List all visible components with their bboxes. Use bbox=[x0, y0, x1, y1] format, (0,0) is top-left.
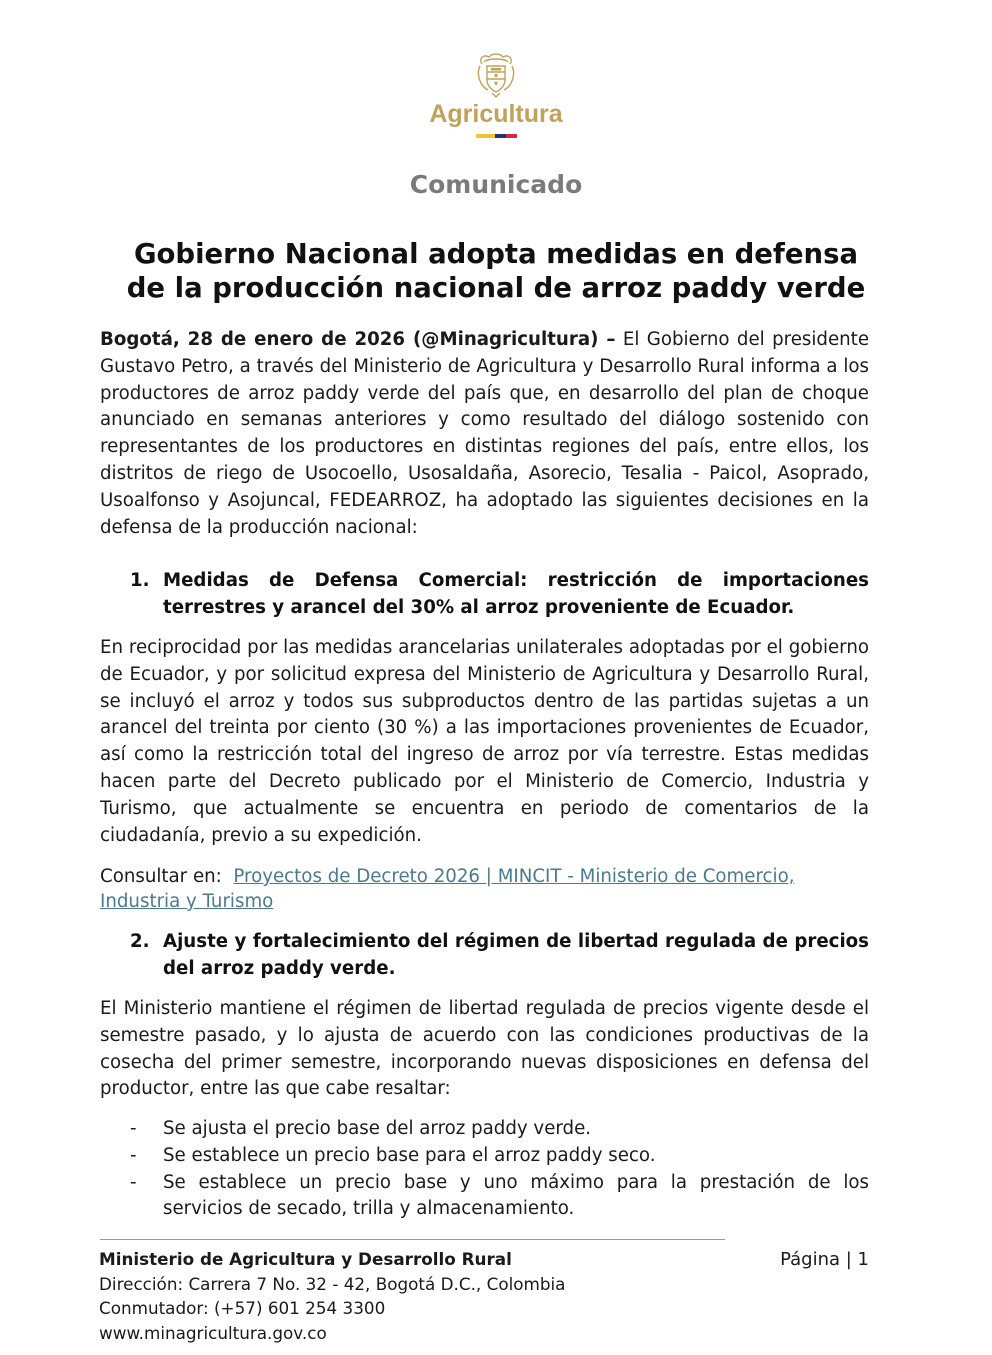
section-number: 2. bbox=[130, 931, 150, 952]
list-item bbox=[130, 1116, 869, 1143]
section-2-heading bbox=[130, 928, 869, 982]
footer-website: www.minagricultura.gov.co bbox=[99, 1323, 327, 1344]
ministry-logo bbox=[0, 52, 992, 138]
bullet-dash: - bbox=[130, 1144, 137, 1166]
consult-label: Consultar en: bbox=[100, 866, 222, 887]
page-number: Página | 1 bbox=[780, 1249, 869, 1270]
section-1-heading bbox=[130, 567, 869, 621]
section-1-body: En reciprocidad por las medidas arancelarias unilaterales adoptadas por el gobierno de Ecuador, y por solicitud expresa del Ministerio de Agricultura y Desarrollo Rural, se incluyó el arroz y todos sus subproductos dentro de las partidas sujetas a un arancel del treinta por ciento (30 %) a las importaciones provenientes de Ecuador, así como la restricción total del ingreso de arroz por vía terrestre. Estas medidas hacen parte del Decreto publicado por el Ministerio de Comercio, Industria y Turismo, que actualmente se encuentra en periodo de comentarios de la ciudadanía, previo a su expedición. bbox=[100, 637, 869, 846]
list-item bbox=[130, 1170, 869, 1224]
section-heading-text: Medidas de Defensa Comercial: restricción de importaciones terrestres y arancel del 30% al arroz proveniente de Ecuador. bbox=[163, 570, 869, 618]
section-number: 1. bbox=[130, 570, 150, 591]
list-item-text: Se establece un precio base para el arroz paddy seco. bbox=[163, 1144, 656, 1166]
title-line-2: de la producción nacional de arroz paddy verde bbox=[126, 272, 866, 304]
intro-paragraph bbox=[100, 327, 869, 541]
footer-divider bbox=[100, 1239, 725, 1240]
list-item-text: Se establece un precio base y uno máximo para la prestación de los servicios de secado, trilla y almacenamiento. bbox=[163, 1171, 869, 1220]
dateline: Bogotá, 28 de enero de 2026 (@Minagricultura) – bbox=[100, 329, 616, 350]
price-measures-list bbox=[130, 1116, 869, 1223]
footer bbox=[99, 1247, 565, 1346]
footer-org: Ministerio de Agricultura y Desarrollo Rural bbox=[99, 1249, 512, 1269]
brand-name: Agricultura bbox=[429, 100, 563, 128]
intro-body: El Gobierno del presidente Gustavo Petro, a través del Ministerio de Agricultura y Desarrollo Rural informa a los productores de arroz paddy verde del país que, en desarrollo del plan de choque anunciado en semanas anteriores y como resultado del diálogo sostenido con representantes de los productores en distintas regiones del país, entre ellos, los distritos de riego de Usocoello, Usosaldaña, Asorecio, Tesalia - Paicol, Asoprado, Usoalfonso y Asojuncal, FEDEARROZ, ha adoptado las siguientes decisiones en la defensa de la producción nacional: bbox=[100, 329, 870, 538]
footer-address: Dirección: Carrera 7 No. 32 - 42, Bogotá D.C., Colombia bbox=[99, 1273, 566, 1294]
section-2-body: El Ministerio mantiene el régimen de libertad regulada de precios vigente desde el semestre pasado, y lo ajusta de acuerdo con las condiciones productivas de la cosecha del primer semestre, incorporando nuevas disposiciones en defensa del productor, entre las que cabe resaltar: bbox=[100, 998, 869, 1100]
flag-yellow bbox=[476, 134, 495, 138]
document-type: Comunicado bbox=[409, 170, 583, 199]
title-line-1: Gobierno Nacional adopta medidas en defensa bbox=[133, 238, 859, 270]
list-item-text: Se ajusta el precio base del arroz paddy verde. bbox=[163, 1118, 592, 1139]
flag-blue bbox=[495, 134, 506, 138]
bullet-dash: - bbox=[130, 1171, 137, 1193]
bullet-dash: - bbox=[130, 1118, 137, 1139]
flag-red bbox=[506, 134, 517, 138]
mincit-decree-link[interactable]: Proyectos de Decreto 2026 | MINCIT - Ministerio de Comercio, Industria y Turismo bbox=[100, 866, 795, 912]
colombia-flag-stripe bbox=[0, 134, 992, 138]
colombia-coat-of-arms-icon bbox=[474, 52, 518, 98]
section-heading-text: Ajuste y fortalecimiento del régimen de libertad regulada de precios del arroz paddy verde. bbox=[163, 931, 869, 979]
page-title bbox=[100, 237, 892, 305]
consult-line bbox=[100, 864, 869, 914]
footer-phone: Conmutador: (+57) 601 254 3300 bbox=[99, 1298, 386, 1319]
list-item bbox=[130, 1143, 869, 1170]
